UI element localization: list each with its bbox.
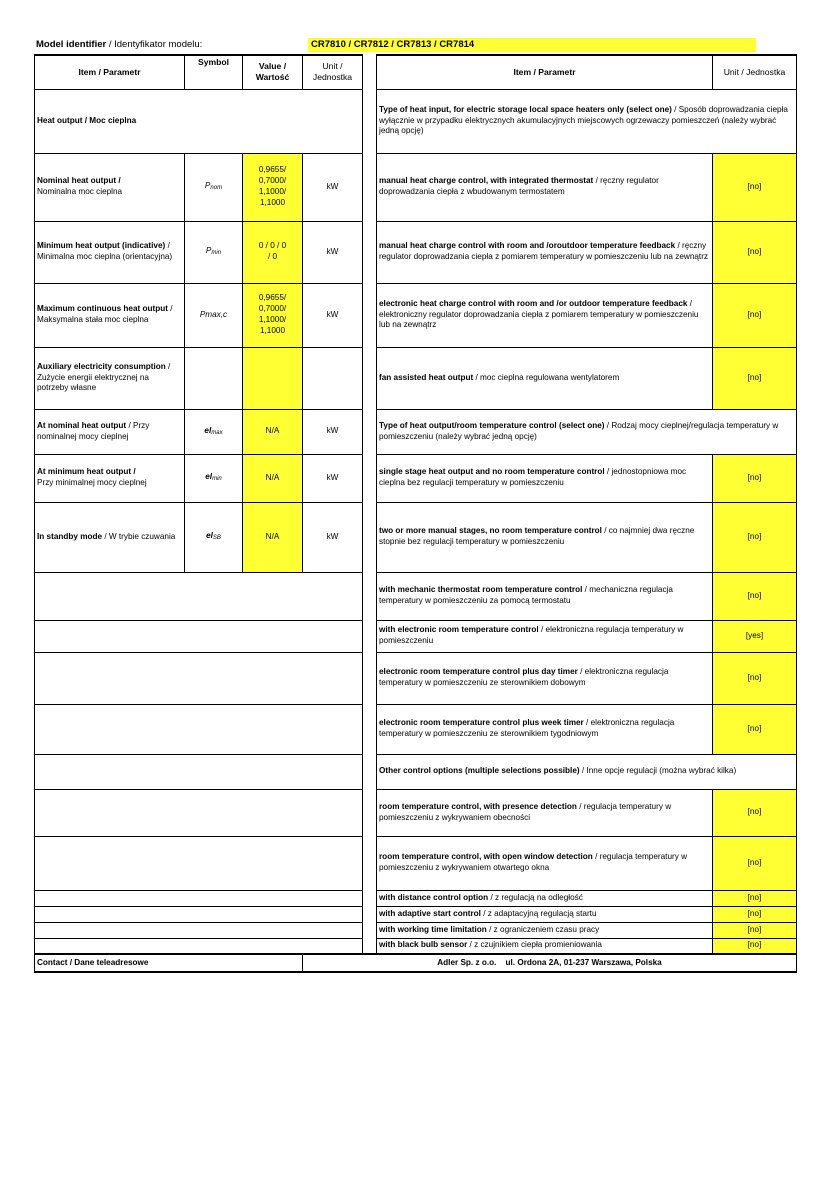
column-gap: [363, 283, 377, 347]
option-pl: / z adaptacyjną regulacją startu: [483, 908, 597, 918]
option-en: electronic heat charge control with room and /or outdoor temperature feedback: [379, 298, 688, 308]
option-value: [no]: [713, 572, 797, 620]
option-value: [no]: [713, 652, 797, 704]
at-nominal-row: [35, 409, 797, 454]
electronic-room-control-row: [35, 620, 797, 652]
header-en: Other control options (multiple selections possible): [379, 766, 580, 776]
symbol-pmin: [185, 221, 243, 283]
symbol-subscript: nom: [210, 185, 223, 192]
option-value: [no]: [713, 153, 797, 221]
option-adaptive-start: [377, 906, 713, 922]
option-en: room temperature control, with open window detection: [379, 852, 593, 862]
empty-left-cell: [35, 620, 363, 652]
heat-output-type-header: [377, 409, 797, 454]
option-en: single stage heat output and no room temperature control: [379, 467, 605, 477]
distance-control-row: [35, 890, 797, 906]
option-value: [no]: [713, 221, 797, 283]
option-en: electronic room temperature control plus day timer: [379, 667, 578, 677]
open-window-row: [35, 836, 797, 890]
label-pl: / Przy nominalnej mocy cieplnej: [37, 420, 150, 441]
column-gap: [363, 572, 377, 620]
at-minimum-unit: kW: [303, 454, 363, 502]
model-identifier-header: [34, 38, 796, 52]
symbol-main: P: [204, 181, 211, 191]
column-gap: [363, 153, 377, 221]
col-value-header: Value / Wartość: [243, 55, 303, 89]
option-en: fan assisted heat output: [379, 372, 474, 382]
col-symbol-header: Symbol: [185, 55, 243, 89]
option-value: [no]: [713, 890, 797, 906]
column-gap: [363, 502, 377, 572]
column-gap: [363, 890, 377, 906]
heat-input-header: [377, 89, 797, 153]
header-pl: / Inne opcje regulacji (można wybrać kilka): [581, 766, 737, 776]
column-gap: [363, 652, 377, 704]
option-electronic-room-control: [377, 620, 713, 652]
column-gap: [363, 620, 377, 652]
standby-value: N/A: [243, 502, 303, 572]
at-minimum-value: N/A: [243, 454, 303, 502]
option-value: [no]: [713, 454, 797, 502]
nominal-value: 0,9655/ 0,7000/ 1,1000/ 1,1000: [243, 153, 303, 221]
symbol-subscript: min: [211, 250, 222, 257]
symbol-pmaxc: Pmax,c: [185, 283, 243, 347]
option-pl: / elektroniczna regulacja temperatury w pomieszczeniu ze sterownikiem dobowym: [379, 667, 669, 687]
symbol-elmax: [185, 409, 243, 454]
option-value: [no]: [713, 283, 797, 347]
empty-left-cell: [35, 938, 363, 954]
column-gap: [363, 347, 377, 409]
label-en: Nominal heat output /: [37, 176, 121, 186]
minimum-value: 0 / 0 / 0 / 0: [243, 221, 303, 283]
model-label-en: Model identifier: [36, 39, 107, 50]
option-value: [no]: [713, 836, 797, 890]
column-gap: [363, 55, 377, 89]
option-pl: / elektroniczny regulator doprowadzania ciepła z pomiarem temperatury w pomieszczeniu lub na zewnątrz: [379, 298, 699, 330]
option-en: electronic room temperature control plus week timer: [379, 718, 584, 728]
option-en: room temperature control, with presence detection: [379, 801, 577, 811]
nominal-heat-output-label: [35, 153, 185, 221]
label-pl: / Maksymalna stała moc cieplna: [37, 304, 173, 324]
day-timer-row: [35, 652, 797, 704]
standby-row: [35, 502, 797, 572]
auxiliary-consumption-row: [35, 347, 797, 409]
option-en: with adaptive start control: [379, 908, 481, 918]
option-pl: / regulacja temperatury w pomieszczeniu z wykrywaniem obecności: [379, 801, 672, 822]
minimum-heat-output-row: [35, 221, 797, 283]
column-gap: [363, 409, 377, 454]
auxiliary-unit-empty: [303, 347, 363, 409]
contact-row: [35, 954, 797, 972]
label-pl: Przy minimalnej mocy cieplnej: [37, 478, 147, 487]
option-pl: / jednostopniowa moc cieplna bez regulacji temperatury w pomieszczeniu: [379, 467, 687, 487]
symbol-pnom: [185, 153, 243, 221]
label-en: At minimum heat output /: [37, 467, 136, 477]
standby-unit: kW: [303, 502, 363, 572]
option-value: [no]: [713, 502, 797, 572]
symbol-subscript: SB: [212, 535, 221, 542]
at-minimum-row: [35, 454, 797, 502]
column-gap: [363, 221, 377, 283]
col-item-right-header: Item / Parametr: [377, 55, 713, 89]
option-two-manual-stages: [377, 502, 713, 572]
minimum-heat-output-label: [35, 221, 185, 283]
option-value: [no]: [713, 906, 797, 922]
symbol-main: P: [205, 246, 212, 256]
option-value: [yes]: [713, 620, 797, 652]
empty-left-cell: [35, 890, 363, 906]
label-en: In standby mode: [37, 531, 103, 541]
label-en: At nominal heat output: [37, 420, 127, 430]
standby-label: [35, 502, 185, 572]
contact-label: Contact / Dane teleadresowe: [35, 954, 303, 972]
header-pl: / Rodzaj mocy cieplnej/regulacja temperatury w pomieszczeniu (należy wybrać jedną opcję): [379, 420, 779, 441]
empty-left-cell: [35, 572, 363, 620]
week-timer-row: [35, 704, 797, 754]
nominal-heat-output-row: [35, 153, 797, 221]
option-presence-detection: [377, 789, 713, 836]
option-pl: / mechaniczna regulacja temperatury w pomieszczeniu za pomocą termostatu: [379, 585, 673, 605]
heat-output-label: Heat output / Moc cieplna: [35, 89, 363, 153]
option-value: [no]: [713, 704, 797, 754]
at-minimum-label: [35, 454, 185, 502]
header-en: Type of heat output/room temperature control (select one): [379, 420, 605, 430]
option-value: [no]: [713, 347, 797, 409]
option-open-window: [377, 836, 713, 890]
column-gap: [363, 906, 377, 922]
option-electronic-room-outdoor-feedback: [377, 283, 713, 347]
option-pl: / ręczny regulator doprowadzania ciepła z wbudowanym termostatem: [379, 176, 659, 196]
option-en: with mechanic thermostat room temperature control: [379, 585, 583, 595]
label-pl: / Zużycie energii elektrycznej na potrzeby własne: [37, 361, 171, 393]
symbol-main: el: [204, 425, 212, 435]
column-gap: [363, 89, 377, 153]
col-item-header: Item / Parametr: [35, 55, 185, 89]
column-gap: [363, 922, 377, 938]
col-unit-header: Unit / Jednostka: [303, 55, 363, 89]
empty-left-cell: [35, 836, 363, 890]
empty-left-cell: [35, 704, 363, 754]
option-pl: / elektroniczna regulacja temperatury w pomieszczeniu: [379, 625, 684, 645]
symbol-subscript: max: [211, 429, 223, 436]
adaptive-start-row: [35, 906, 797, 922]
option-pl: / z czujnikiem ciepła promieniowania: [469, 940, 602, 950]
heat-output-row: [35, 89, 797, 153]
option-pl: / co najmniej dwa ręczne stopnie bez regulacji temperatury w pomieszczeniu: [379, 526, 695, 546]
other-options-header: [377, 754, 797, 789]
symbol-main: el: [205, 472, 213, 482]
option-value: [no]: [713, 938, 797, 954]
column-gap: [363, 836, 377, 890]
option-en: manual heat charge control with room and /oroutdoor temperature feedback: [379, 241, 676, 251]
minimum-unit: kW: [303, 221, 363, 283]
working-time-row: [35, 922, 797, 938]
symbol-elmin: [185, 454, 243, 502]
contact-value: Adler Sp. z o.o. ul. Ordona 2A, 01-237 Warszawa, Polska: [303, 954, 797, 972]
label-pl: / Minimalna moc cieplna (orientacyjna): [37, 241, 173, 261]
other-options-row: [35, 754, 797, 789]
option-fan-assisted: [377, 347, 713, 409]
heat-input-header-en: Type of heat input, for electric storage local space heaters only (select one): [379, 104, 672, 114]
model-identifier-value: CR7810 / CR7812 / CR7813 / CR7814: [308, 38, 756, 52]
at-nominal-unit: kW: [303, 409, 363, 454]
column-gap: [363, 454, 377, 502]
option-en: manual heat charge control, with integrated thermostat: [379, 176, 594, 186]
label-en: Auxiliary electricity consumption: [37, 361, 166, 371]
option-pl: / moc cieplna regulowana wentylatorem: [475, 372, 620, 382]
option-pl: / z ograniczeniem czasu pracy: [489, 924, 600, 934]
option-pl: / ręczny regulator doprowadzania ciepła z pomiarem temperatury w pomieszczeniu lub na zewnątrz: [379, 241, 709, 261]
empty-left-cell: [35, 754, 363, 789]
nominal-unit: kW: [303, 153, 363, 221]
maximum-heat-output-row: [35, 283, 797, 347]
column-gap: [363, 938, 377, 954]
presence-detection-row: [35, 789, 797, 836]
col-unit-right-header: Unit / Jednostka: [713, 55, 797, 89]
maximum-unit: kW: [303, 283, 363, 347]
option-distance-control: [377, 890, 713, 906]
model-label-pl: / Identyfikator modelu:: [108, 39, 203, 50]
auxiliary-value-empty: [243, 347, 303, 409]
option-week-timer: [377, 704, 713, 754]
column-gap: [363, 754, 377, 789]
option-pl: / z regulacją na odległość: [490, 892, 583, 902]
label-en: Maximum continuous heat output: [37, 304, 168, 314]
column-gap: [363, 704, 377, 754]
black-bulb-row: [35, 938, 797, 954]
auxiliary-symbol-empty: [185, 347, 243, 409]
mechanic-thermostat-row: [35, 572, 797, 620]
option-en: with electronic room temperature control: [379, 625, 539, 635]
option-value: [no]: [713, 789, 797, 836]
option-manual-room-outdoor-feedback: [377, 221, 713, 283]
empty-left-cell: [35, 789, 363, 836]
symbol-elsb: [185, 502, 243, 572]
symbol-main: el: [206, 531, 213, 541]
option-manual-integrated-thermostat: [377, 153, 713, 221]
model-identifier-label: [36, 39, 202, 50]
symbol-subscript: min: [212, 476, 222, 483]
option-single-stage: [377, 454, 713, 502]
option-mechanic-thermostat: [377, 572, 713, 620]
option-pl: / regulacja temperatury w pomieszczeniu z wykrywaniem otwartego okna: [379, 852, 687, 872]
label-pl: Nominalna moc cieplna: [37, 187, 123, 196]
maximum-value: 0,9655/ 0,7000/ 1,1000/ 1,1000: [243, 283, 303, 347]
label-en: Minimum heat output (indicative): [37, 241, 166, 251]
option-pl: / elektroniczna regulacja temperatury w pomieszczeniu ze sterownikiem tygodniowym: [379, 718, 675, 738]
option-en: two or more manual stages, no room temperature control: [379, 526, 602, 536]
option-en: with distance control option: [379, 892, 489, 902]
auxiliary-consumption-label: [35, 347, 185, 409]
option-day-timer: [377, 652, 713, 704]
product-information-table: [34, 54, 797, 973]
label-pl: / W trybie czuwania: [104, 531, 176, 541]
empty-left-cell: [35, 922, 363, 938]
option-en: with working time limitation: [379, 924, 487, 934]
option-value: [no]: [713, 922, 797, 938]
at-nominal-value: N/A: [243, 409, 303, 454]
maximum-heat-output-label: [35, 283, 185, 347]
option-black-bulb: [377, 938, 713, 954]
empty-left-cell: [35, 652, 363, 704]
column-gap: [363, 789, 377, 836]
heat-input-header-pl: / Sposób doprowadzania ciepła wyłącznie w przypadku elektrycznych akumulacyjnych miejscowych ogrzewaczy pomieszczeń (należy wybrać jedną opcję): [379, 104, 788, 136]
column-header-row: [35, 55, 797, 89]
option-en: with black bulb sensor: [379, 940, 468, 950]
at-nominal-label: [35, 409, 185, 454]
empty-left-cell: [35, 906, 363, 922]
option-working-time: [377, 922, 713, 938]
